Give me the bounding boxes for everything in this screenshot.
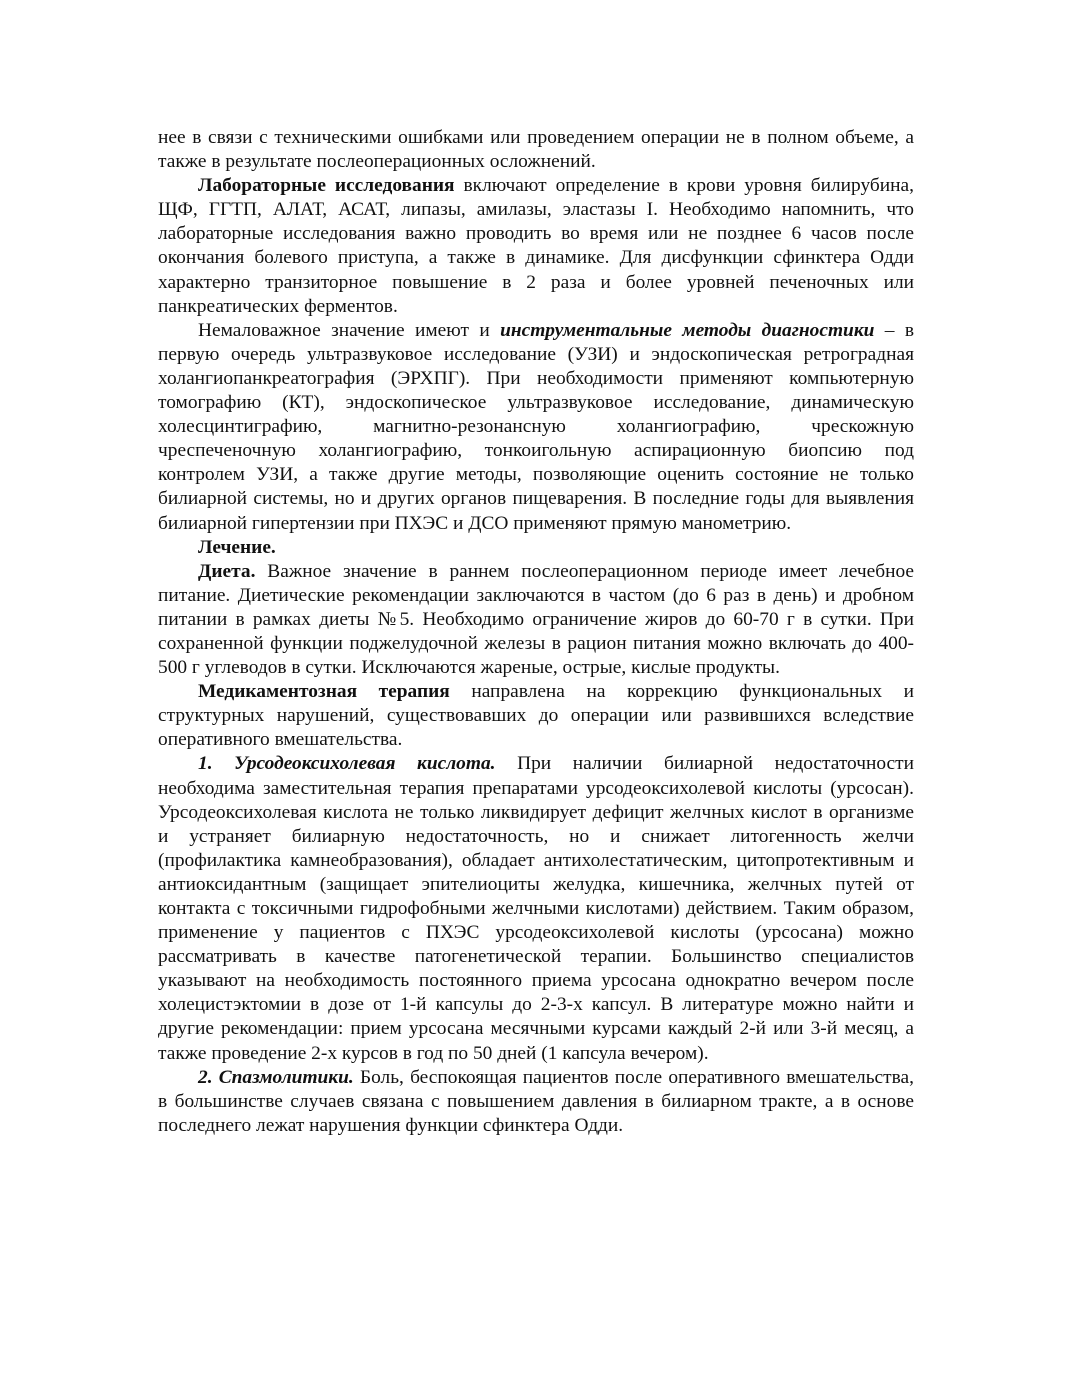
spasmolytics-text: Боль, беспокоящая пациентов после оперативного вмешательства, в большинстве случаев связана с повышением давления в билиарном тракте, а в основе последнего лежат нарушения функции сфинктера Одди. [158, 1066, 914, 1136]
ursodeoxycholic-acid-text: При наличии билиарной недостаточности необходима заместительная терапия препаратами урсодеоксихолевой кислоты (урсосан). Урсодеоксихолевая кислота не только ликвидирует дефицит желчных кислот в организме и устраняет билиарную недостаточность, но и снижает литогенность желчи (профилактика камнеобразования), обладает антихолестатическим, цитопротективным и антиоксидантным (защищает эпителиоциты желудка, кишечника, желчных путей от контакта с токсичными гидрофобными желчными кислотами) действием. Таким образом, применение у пациентов с ПХЭС урсодеоксихолевой кислоты (урсосана) можно рассматривать в качестве патогенетической терапии. Большинство специалистов указывают на необходимость постоянного приема урсосана однократно вечером после холецистэктомии в дозе от 1-й капсулы до 2-3-х капсул. В литературе можно найти и другие рекомендации: прием урсосана месячными курсами каждый 2-й или 3-й месяц, а также проведение 2-х курсов в год по 50 дней (1 капсула вечером). [158, 753, 914, 1064]
lab-tests-text: включают определение в крови уровня билирубина, ЩФ, ГГТП, АЛАТ, АСАТ, липазы, амилазы, эластазы I. Необходимо напомнить, что лабораторные исследования важно проводить во время или не позднее 6 часов после окончания болевого приступа, а также в динамике. Для дисфункции сфинктера Одди характерно транзиторное повышение в 2 раза и более уровней печеночных или панкреатических ферментов. [158, 175, 914, 317]
instrumental-methods-pretext: Немаловажное значение имеют и [198, 319, 501, 341]
diet-text: Важное значение в раннем послеоперационном периоде имеет лечебное питание. Диетические рекомендации заключаются в частом (до 6 раз в день) и дробном питании в рамках диеты №5. Необходимо ограничение жиров до 60-70 г в сутки. При сохраненной функции поджелудочной железы в рацион питания можно включать до 400-500 г углеводов в сутки. Исключаются жареные, острые, кислые продукты. [158, 560, 914, 679]
instrumental-methods-text: – в первую очередь ультразвуковое исследование (УЗИ) и эндоскопическая ретроградная холангиопанкреатография (ЭРХПГ). При необходимости применяют компьютерную томографию (КТ), эндоскопическое ультразвуковое исследование, динамическую холесцинтиграфию, магнитно-резонансную холангиографию, чрескожную чреспеченочную холангиографию, тонкоигольную аспирационную биопсию под контролем УЗИ, а также другие методы, позволяющие оценить состояние не только билиарной системы, но и других органов пищеварения. В последние годы для выявления билиарной гипертензии при ПХЭС и ДСО применяют прямую манометрию. [158, 319, 914, 534]
drug-therapy-heading: Медикаментозная терапия [198, 681, 450, 703]
paragraph-drug-therapy [158, 680, 914, 752]
diet-heading: Диета. [198, 560, 256, 582]
paragraph-diet [158, 560, 914, 680]
paragraph-instrumental-methods [158, 319, 914, 536]
lab-tests-heading: Лабораторные исследования [198, 175, 455, 197]
drug-therapy-text: направлена на коррекцию функциональных и структурных нарушений, существовавших до операции или развившихся вследствие оперативного вмешательства. [158, 681, 915, 751]
instrumental-methods-heading: инструментальные методы диагностики [500, 319, 875, 341]
paragraph-spasmolytics [158, 1066, 914, 1138]
paragraph-intro-text: нее в связи с техническими ошибками или проведением операции не в полном объеме, а также в результате послеоперационных осложнений. [158, 127, 914, 173]
paragraph-treatment [158, 536, 914, 560]
treatment-heading: Лечение. [198, 536, 276, 558]
paragraph-ursodeoxycholic-acid [158, 752, 914, 1065]
ursodeoxycholic-acid-heading: 1. Урсодеоксихолевая кислота. [198, 753, 496, 775]
paragraph-intro [158, 126, 914, 174]
spasmolytics-heading: 2. Спазмолитики. [198, 1066, 354, 1088]
document-page [158, 126, 914, 1138]
paragraph-lab-tests [158, 174, 914, 319]
